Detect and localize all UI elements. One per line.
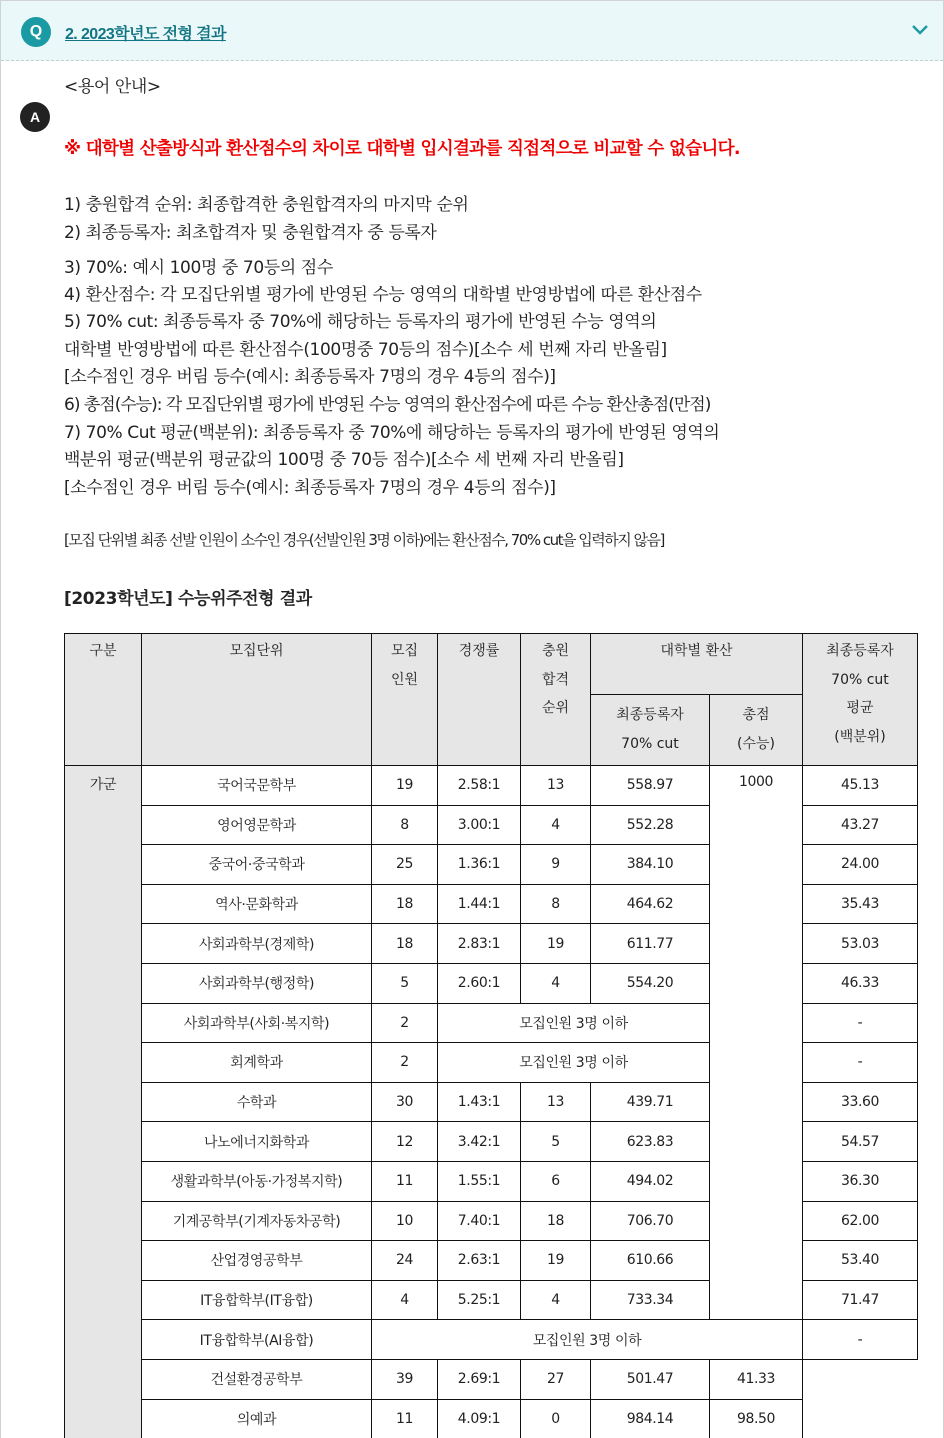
quota-cell: 18 bbox=[372, 924, 438, 964]
cut70-cell: 384.10 bbox=[591, 845, 710, 885]
unit-cell: 산업경영공학부 bbox=[142, 1241, 372, 1281]
definition-7-note: [소수점인 경우 버림 등수(예시: 최종등록자 7명의 경우 4등의 점수)] bbox=[64, 478, 556, 498]
definition-7: 7) 70% Cut 평균(백분위): 최종등록자 중 70%에 해당하는 등록자의 평가에 반영된 영역의 bbox=[64, 423, 720, 443]
competition-cell: 3.42:1 bbox=[438, 1122, 521, 1162]
header-cut70: 최종등록자 70% cut bbox=[591, 695, 710, 766]
faq-question-header[interactable] bbox=[1, 1, 943, 61]
cut70-cell: 501.47 bbox=[591, 1359, 710, 1399]
cut70-cell: 611.77 bbox=[591, 924, 710, 964]
pct-avg-cell: - bbox=[803, 1043, 918, 1083]
pct-avg-cell: 33.60 bbox=[803, 1082, 918, 1122]
table-row bbox=[65, 1359, 918, 1399]
chevron-down-icon[interactable] bbox=[911, 23, 929, 37]
pct-avg-cell: - bbox=[803, 1320, 918, 1360]
small-quota-note: [모집 단위별 최종 선발 인원이 소수인 경우(선발인원 3명 이하)에는 환산점수, 70% cut을 입력하지 않음] bbox=[64, 531, 664, 549]
pct-avg-cell: 24.00 bbox=[803, 845, 918, 885]
competition-cell: 4.09:1 bbox=[438, 1399, 521, 1438]
unit-cell: 기계공학부(기계자동차공학) bbox=[142, 1201, 372, 1241]
pct-avg-cell: 54.57 bbox=[803, 1122, 918, 1162]
header-competition: 경쟁률 bbox=[438, 634, 521, 766]
cut70-cell: 552.28 bbox=[591, 805, 710, 845]
cut70-cell: 706.70 bbox=[591, 1201, 710, 1241]
quota-cell: 4 bbox=[372, 1280, 438, 1320]
rank-cell: 9 bbox=[521, 845, 591, 885]
rank-cell: 13 bbox=[521, 1082, 591, 1122]
definition-5-note: [소수점인 경우 버림 등수(예시: 최종등록자 7명의 경우 4등의 점수)] bbox=[64, 367, 556, 387]
pct-avg-cell: - bbox=[803, 1003, 918, 1043]
rank-cell: 5 bbox=[521, 1122, 591, 1162]
pct-avg-cell: 35.43 bbox=[803, 884, 918, 924]
unit-cell: 사회과학부(사회·복지학) bbox=[142, 1003, 372, 1043]
pct-avg-cell: 46.33 bbox=[803, 963, 918, 1003]
definition-1: 1) 충원합격 순위: 최종합격한 충원합격자의 마지막 순위 bbox=[64, 195, 469, 215]
quota-cell: 30 bbox=[372, 1082, 438, 1122]
quota-cell: 25 bbox=[372, 845, 438, 885]
quota-cell: 39 bbox=[372, 1359, 438, 1399]
pct-avg-cell: 53.40 bbox=[803, 1241, 918, 1281]
rank-cell: 0 bbox=[521, 1399, 591, 1438]
competition-cell: 2.69:1 bbox=[438, 1359, 521, 1399]
competition-cell: 2.58:1 bbox=[438, 766, 521, 806]
cut70-cell: 494.02 bbox=[591, 1161, 710, 1201]
competition-cell: 7.40:1 bbox=[438, 1201, 521, 1241]
cut70-cell: 623.83 bbox=[591, 1122, 710, 1162]
definition-5-cont: 대학별 반영방법에 따른 환산점수(100명중 70등의 점수)[소수 세 번째 자리 반올림] bbox=[64, 340, 667, 360]
pct-avg-cell: 41.33 bbox=[710, 1359, 803, 1399]
competition-cell: 1.36:1 bbox=[438, 845, 521, 885]
header-univ-conversion: 대학별 환산 bbox=[591, 634, 803, 695]
total-score-cell: 1000 bbox=[710, 766, 803, 1320]
unit-cell: 역사·문화학과 bbox=[142, 884, 372, 924]
rank-cell: 4 bbox=[521, 1280, 591, 1320]
unit-cell: IT융합학부(IT융합) bbox=[142, 1280, 372, 1320]
cut70-cell: 733.34 bbox=[591, 1280, 710, 1320]
table-row bbox=[65, 1320, 918, 1360]
pct-avg-cell: 53.03 bbox=[803, 924, 918, 964]
cut70-cell: 554.20 bbox=[591, 963, 710, 1003]
cut70-cell: 558.97 bbox=[591, 766, 710, 806]
rank-cell: 18 bbox=[521, 1201, 591, 1241]
competition-cell: 1.44:1 bbox=[438, 884, 521, 924]
small-quota-cell: 모집인원 3명 이하 bbox=[438, 1043, 710, 1083]
pct-avg-cell: 62.00 bbox=[803, 1201, 918, 1241]
pct-avg-cell: 36.30 bbox=[803, 1161, 918, 1201]
header-total: 총점 (수능) bbox=[710, 695, 803, 766]
quota-cell: 18 bbox=[372, 884, 438, 924]
quota-cell: 2 bbox=[372, 1003, 438, 1043]
quota-cell: 19 bbox=[372, 766, 438, 806]
definition-2: 2) 최종등록자: 최초합격자 및 충원합격자 중 등록자 bbox=[64, 223, 437, 243]
pct-avg-cell: 71.47 bbox=[803, 1280, 918, 1320]
question-title-link[interactable]: 2. 2023학년도 전형 결과 bbox=[65, 26, 226, 43]
competition-cell: 1.43:1 bbox=[438, 1082, 521, 1122]
header-pct-avg: 최종등록자 70% cut 평균 (백분위) bbox=[803, 634, 918, 766]
section-title: [2023학년도] 수능위주전형 결과 bbox=[64, 589, 312, 609]
competition-cell: 1.55:1 bbox=[438, 1161, 521, 1201]
unit-cell: 생활과학부(아동·가정복지학) bbox=[142, 1161, 372, 1201]
rank-cell: 6 bbox=[521, 1161, 591, 1201]
pct-avg-cell: 45.13 bbox=[803, 766, 918, 806]
unit-cell: 회계학과 bbox=[142, 1043, 372, 1083]
small-quota-cell: 모집인원 3명 이하 bbox=[372, 1320, 803, 1360]
header-waitlist-rank: 충원 합격 순위 bbox=[521, 634, 591, 766]
competition-cell: 3.00:1 bbox=[438, 805, 521, 845]
table-row bbox=[65, 766, 918, 806]
warning-text: ※ 대학별 산출방식과 환산점수의 차이로 대학별 입시결과를 직접적으로 비교할 수 없습니다. bbox=[64, 139, 740, 159]
table-row bbox=[65, 1399, 918, 1438]
unit-cell: 나노에너지화학과 bbox=[142, 1122, 372, 1162]
pct-avg-cell: 98.50 bbox=[710, 1399, 803, 1438]
guide-title: <용어 안내> bbox=[64, 77, 161, 97]
header-quota: 모집 인원 bbox=[372, 634, 438, 766]
rank-cell: 4 bbox=[521, 805, 591, 845]
group-cell: 가군 bbox=[65, 766, 142, 1438]
competition-cell: 2.83:1 bbox=[438, 924, 521, 964]
unit-cell: IT융합학부(AI융합) bbox=[142, 1320, 372, 1360]
quota-cell: 24 bbox=[372, 1241, 438, 1281]
competition-cell: 2.63:1 bbox=[438, 1241, 521, 1281]
rank-cell: 13 bbox=[521, 766, 591, 806]
unit-cell: 중국어·중국학과 bbox=[142, 845, 372, 885]
quota-cell: 5 bbox=[372, 963, 438, 1003]
definition-7-cont: 백분위 평균(백분위 평균값의 100명 중 70등 점수)[소수 세 번째 자리 반올림] bbox=[64, 450, 624, 470]
definition-6: 6) 총점(수능): 각 모집단위별 평가에 반영된 수능 영역의 환산점수에 따른 수능 환산총점(만점) bbox=[64, 395, 711, 415]
quota-cell: 11 bbox=[372, 1399, 438, 1438]
unit-cell: 사회과학부(경제학) bbox=[142, 924, 372, 964]
answer-badge: A bbox=[20, 102, 50, 132]
cut70-cell: 984.14 bbox=[591, 1399, 710, 1438]
definition-4: 4) 환산점수: 각 모집단위별 평가에 반영된 수능 영역의 대학별 반영방법에 따른 환산점수 bbox=[64, 285, 702, 305]
unit-cell: 의예과 bbox=[142, 1399, 372, 1438]
competition-cell: 5.25:1 bbox=[438, 1280, 521, 1320]
question-badge: Q bbox=[21, 17, 51, 47]
definition-3: 3) 70%: 예시 100명 중 70등의 점수 bbox=[64, 258, 333, 278]
rank-cell: 19 bbox=[521, 1241, 591, 1281]
header-category: 구분 bbox=[65, 634, 142, 766]
unit-cell: 건설환경공학부 bbox=[142, 1359, 372, 1399]
rank-cell: 4 bbox=[521, 963, 591, 1003]
quota-cell: 12 bbox=[372, 1122, 438, 1162]
header-unit: 모집단위 bbox=[142, 634, 372, 766]
pct-avg-cell: 43.27 bbox=[803, 805, 918, 845]
quota-cell: 2 bbox=[372, 1043, 438, 1083]
cut70-cell: 464.62 bbox=[591, 884, 710, 924]
cut70-cell: 610.66 bbox=[591, 1241, 710, 1281]
definition-5: 5) 70% cut: 최종등록자 중 70%에 해당하는 등록자의 평가에 반영된 수능 영역의 bbox=[64, 312, 657, 332]
unit-cell: 수학과 bbox=[142, 1082, 372, 1122]
cut70-cell: 439.71 bbox=[591, 1082, 710, 1122]
unit-cell: 사회과학부(행정학) bbox=[142, 963, 372, 1003]
quota-cell: 10 bbox=[372, 1201, 438, 1241]
unit-cell: 영어영문학과 bbox=[142, 805, 372, 845]
rank-cell: 19 bbox=[521, 924, 591, 964]
rank-cell: 27 bbox=[521, 1359, 591, 1399]
competition-cell: 2.60:1 bbox=[438, 963, 521, 1003]
quota-cell: 11 bbox=[372, 1161, 438, 1201]
small-quota-cell: 모집인원 3명 이하 bbox=[438, 1003, 710, 1043]
rank-cell: 8 bbox=[521, 884, 591, 924]
quota-cell: 8 bbox=[372, 805, 438, 845]
unit-cell: 국어국문학부 bbox=[142, 766, 372, 806]
results-table bbox=[64, 633, 918, 1438]
